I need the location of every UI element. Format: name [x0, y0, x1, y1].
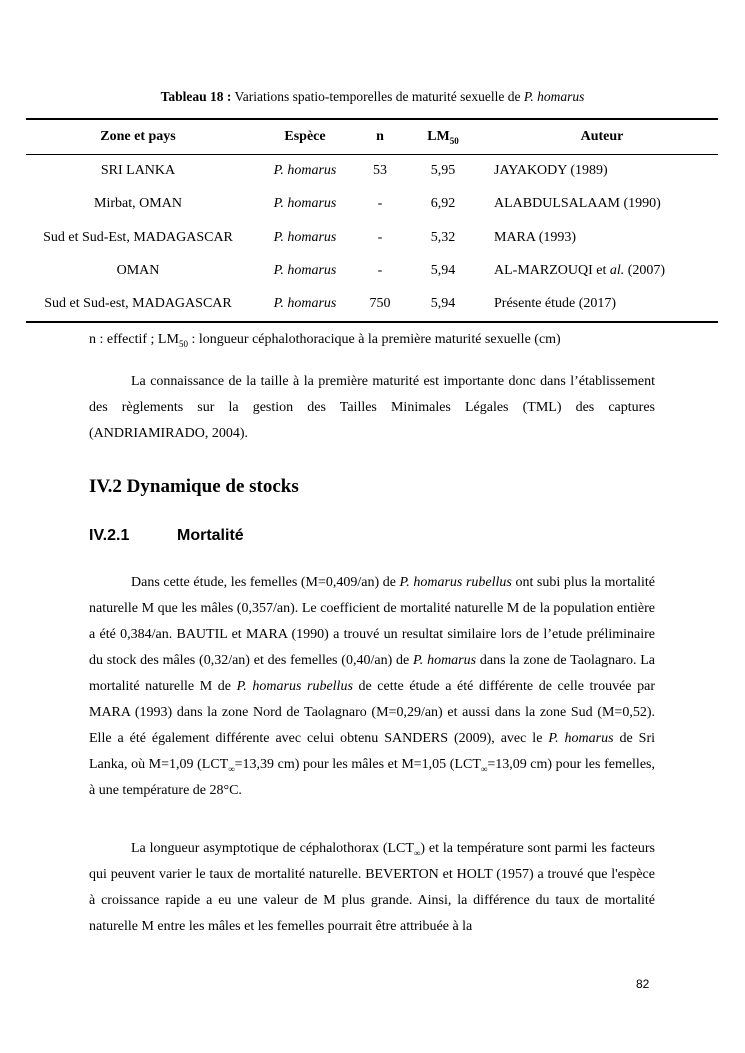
species-name: P. homarus rubellus: [236, 679, 353, 694]
paragraph-text: La longueur asymptotique de céphalothorax (LCT: [131, 841, 414, 856]
infinity-subscript: ∞: [413, 847, 421, 858]
note-text-end: : longueur céphalothoracique à la première maturité sexuelle (cm): [187, 332, 561, 347]
subsection-title: Mortalité: [177, 527, 244, 544]
table-cell-lm50: 6,92: [430, 196, 456, 211]
table-cell-n: -: [377, 230, 383, 245]
paragraph-asymptotic: [89, 836, 655, 940]
table-cell-zone: OMAN: [116, 263, 160, 278]
table-cell-zone: SRI LANKA: [100, 163, 176, 178]
species-name: P. homarus: [548, 731, 614, 746]
infinity-subscript: ∞: [228, 763, 235, 774]
species-name: P. homarus: [413, 653, 477, 668]
header-espece: Espèce: [284, 129, 326, 144]
infinity-subscript: ∞: [480, 763, 488, 774]
table-cell-espece: P. homarus: [273, 263, 337, 278]
table-cell-lm50: 5,95: [430, 163, 456, 178]
subsection-number: IV.2.1: [89, 527, 130, 544]
table-cell-auteur: [494, 262, 665, 280]
table-cell-auteur: ALABDULSALAAM (1990): [494, 196, 661, 211]
table-top-rule: [26, 118, 718, 120]
caption-text: Variations spatio-temporelles de maturité sexuelle de: [231, 89, 524, 104]
paragraph-text: La connaissance de la taille à la première maturité est importante donc dans l’établissement des règlements sur la gestion des Tailles Minimales Légales (TML) des captures (ANDRIAMIRADO, 2004).: [89, 374, 655, 441]
paragraph-text: de cette étude a été différente de celle trouvée par MARA (1993) dans la zone Nord de Taolagnaro (M=0,29/an) et aussi dans la zone Sud (M=0,52). Elle a été également différente avec celui obtenu SANDERS (2009), avec le: [89, 679, 655, 746]
caption-species: P. homarus: [523, 89, 585, 104]
header-n: n: [376, 129, 384, 144]
paragraph-text: dans la zone de Taolagnaro. La mortalité naturelle M de: [89, 653, 656, 694]
table-cell-n: 53: [373, 163, 387, 178]
paragraph-text: ) et la température sont parmi les facteurs qui peuvent varier le taux de mortalité naturelle. BEVERTON et HOLT (1957) a trouvé que l'espèce à croissance rapide a eu une valeur de M plus grande. Ainsi, la différence du taux de mortalité naturelle M entre les mâles et les femelles pourrait être attribuée à la: [89, 841, 655, 934]
table-cell-zone: Sud et Sud-est, MADAGASCAR: [44, 296, 232, 311]
section-heading: IV.2 Dynamique de stocks: [89, 476, 299, 497]
table-cell-espece: P. homarus: [273, 230, 337, 245]
header-lm-sub: 50: [449, 135, 459, 146]
species-name: P. homarus rubellus: [399, 575, 512, 590]
paragraph-text: =13,39 cm) pour les mâles et M=1,05 (LCT: [234, 757, 481, 772]
table-cell-auteur: MARA (1993): [494, 230, 577, 245]
table-cell-espece: P. homarus: [273, 296, 337, 311]
header-lm-text: LM: [427, 129, 450, 144]
table-cell-n: 750: [369, 296, 391, 311]
page-number: 82: [636, 977, 650, 991]
table-cell-n: -: [377, 263, 383, 278]
paragraph-text: de Sri Lanka, où M=1,09 (LCT: [89, 731, 655, 772]
auteur-year: (2007): [624, 263, 666, 278]
table-cell-lm50: 5,94: [430, 296, 456, 311]
note-sub: 50: [178, 338, 188, 349]
table-cell-lm50: 5,94: [430, 263, 456, 278]
paragraph-text: ont subi plus la mortalité naturelle M que les mâles (0,357/an). Le coefficient de mortalité naturelle M de la population entière a été 0,384/an. BAUTIL et MARA (1990) a trouvé un resultat similaire lors de l’etude préliminaire du stock des mâles (0,32/an) et des femelles (0,40/an) de: [89, 575, 655, 668]
paragraph-text: Dans cette étude, les femelles (M=0,409/an) de: [131, 575, 400, 590]
paragraph-text: =13,09 cm) pour les femelles, à une température de 28°C.: [89, 757, 655, 798]
table-bottom-rule: [26, 321, 718, 323]
paragraph-mortality: [89, 570, 655, 804]
paragraph-maturity: [89, 369, 655, 447]
table-cell-auteur: JAYAKODY (1989): [494, 163, 608, 178]
auteur-etal: al.: [609, 263, 625, 278]
caption-label: Tableau 18 :: [160, 89, 232, 104]
table-note: [89, 332, 561, 348]
table-cell-espece: P. homarus: [273, 163, 337, 178]
table-caption: [0, 89, 745, 105]
header-lm50: [414, 128, 472, 146]
table-cell-zone: Sud et Sud-Est, MADAGASCAR: [43, 230, 233, 245]
header-auteur: Auteur: [580, 129, 624, 144]
table-cell-n: -: [377, 196, 383, 211]
table-cell-auteur: Présente étude (2017): [494, 296, 617, 311]
table-cell-lm50: 5,32: [430, 230, 456, 245]
subsection-heading: [89, 527, 244, 545]
table-cell-espece: P. homarus: [273, 196, 337, 211]
header-zone: Zone et pays: [100, 129, 176, 144]
table-header-rule: [26, 154, 718, 155]
table-cell-zone: Mirbat, OMAN: [94, 196, 182, 211]
note-text: n : effectif ; LM: [89, 332, 179, 347]
auteur-text: AL-MARZOUQI et: [494, 263, 610, 278]
